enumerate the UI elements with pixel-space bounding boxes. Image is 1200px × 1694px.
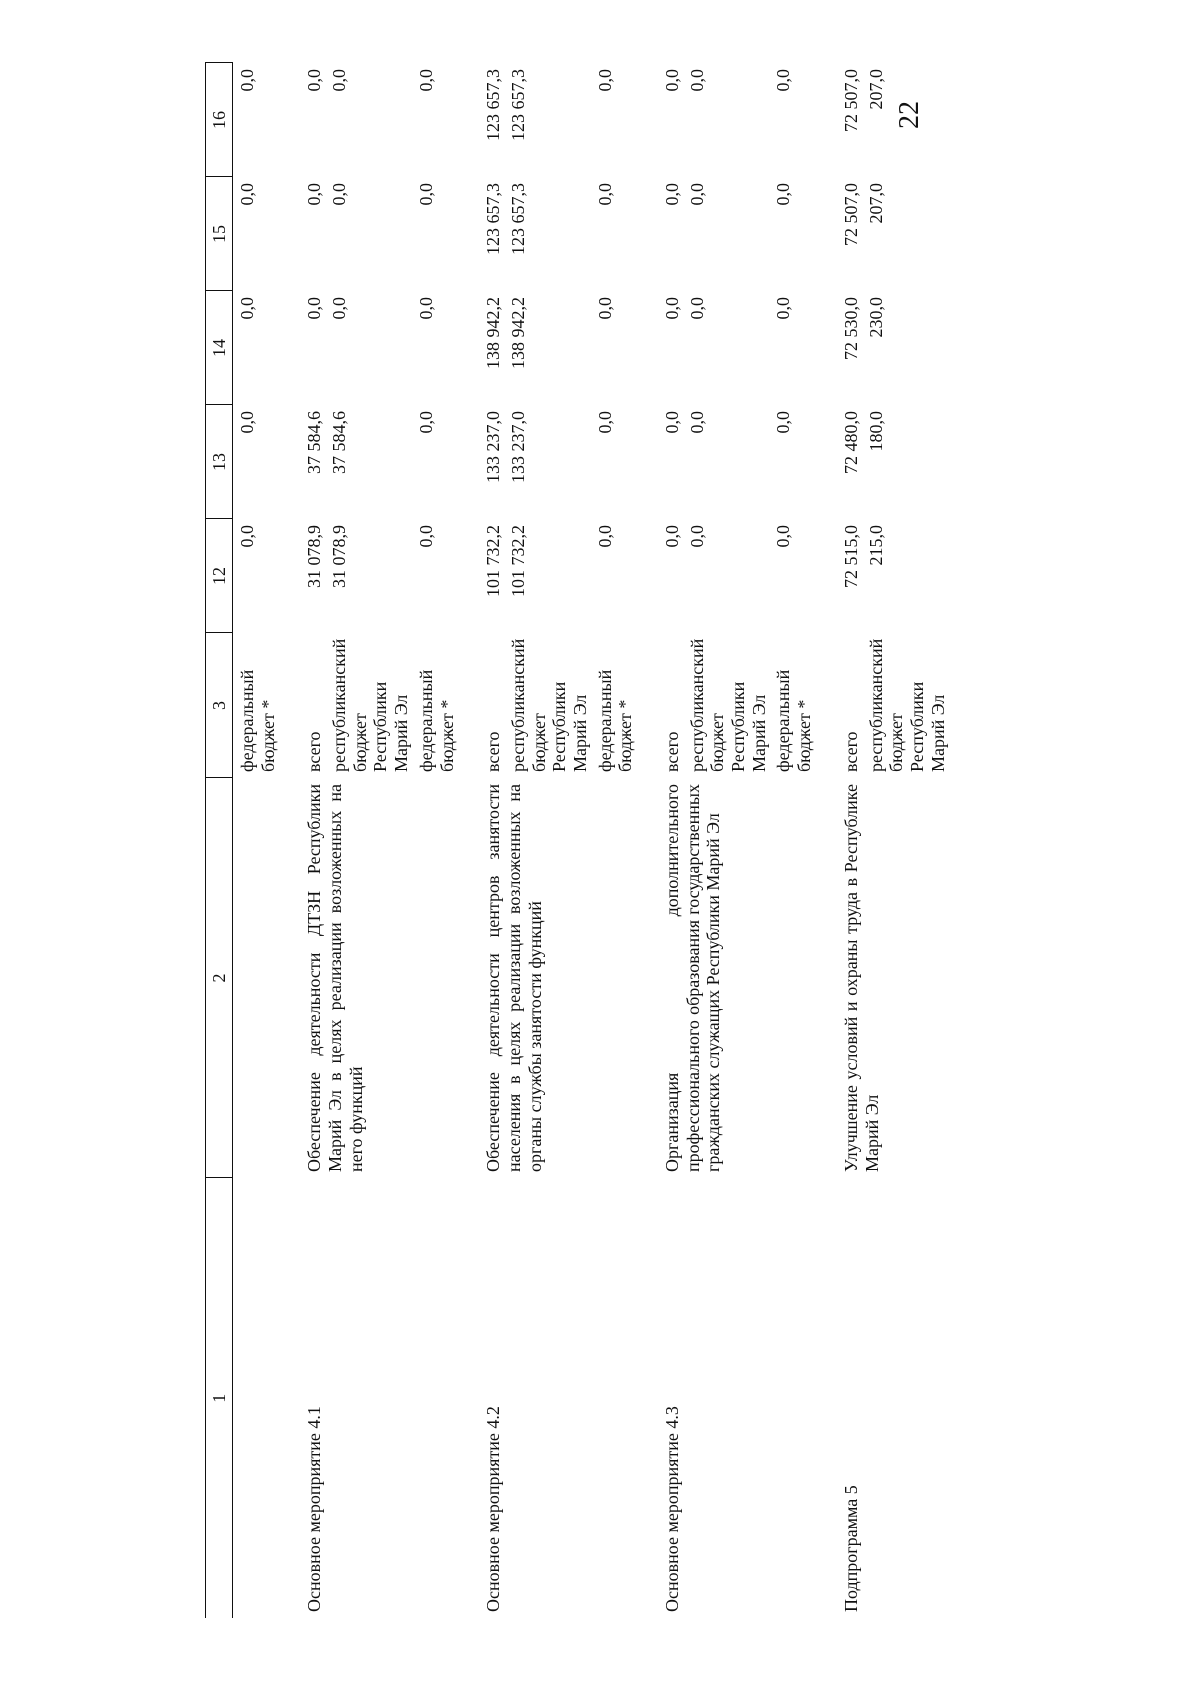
value-col-12: 31 078,9 — [304, 525, 325, 588]
header-col-16: 16 — [206, 63, 233, 177]
group-name — [233, 1178, 279, 1618]
value-col-13: 0,0 — [773, 411, 794, 434]
value-col-12: 0,0 — [662, 525, 682, 548]
value-col-14: 230,0 — [865, 297, 886, 338]
value-col-16: 0,0 — [329, 69, 350, 92]
value-col-16: 0,0 — [594, 69, 615, 92]
value-col-16: 72 507,0 — [840, 69, 861, 132]
header-col-14: 14 — [206, 291, 233, 405]
page-number: 22 — [894, 101, 925, 129]
value-col-14: 0,0 — [237, 297, 257, 320]
funding-source: федеральный бюджет * — [773, 669, 815, 772]
value-col-14: 0,0 — [662, 297, 682, 320]
header-row — [206, 63, 233, 1618]
value-col-13: 133 237,0 — [507, 411, 528, 483]
value-col-15: 0,0 — [773, 183, 794, 206]
funding-source: федеральный бюджет * — [415, 669, 457, 772]
group-name: Основное мероприятие 4.1 — [304, 1406, 325, 1612]
value-col-16: 0,0 — [773, 69, 794, 92]
value-col-12: 0,0 — [237, 525, 257, 548]
table-row — [815, 63, 862, 1618]
value-col-12: 101 732,2 — [507, 525, 528, 597]
value-col-13: 37 584,6 — [304, 411, 325, 474]
group-description: Обеспечение деятельности центров занятости населения в целях реализации возложенных на органы службы занятости функций — [483, 784, 545, 1172]
value-col-12: 0,0 — [773, 525, 794, 548]
value-col-13: 133 237,0 — [483, 411, 504, 483]
header-col-1: 1 — [206, 1178, 233, 1618]
funding-source: всего — [304, 731, 325, 772]
value-col-14: 138 942,2 — [507, 297, 528, 369]
value-col-16: 0,0 — [237, 69, 257, 92]
value-col-16: 0,0 — [304, 69, 325, 92]
value-col-13: 0,0 — [594, 411, 615, 434]
table-row — [457, 63, 504, 1618]
value-col-12: 31 078,9 — [329, 525, 350, 588]
budget-table — [205, 63, 948, 1619]
value-col-16: 0,0 — [415, 69, 436, 92]
header-col-2: 2 — [206, 778, 233, 1178]
value-col-12: 72 515,0 — [840, 525, 861, 588]
funding-source: республиканский бюджет Республики Марий Эл — [686, 638, 769, 772]
value-col-12: 0,0 — [415, 525, 436, 548]
funding-source: республиканский бюджет Республики Марий Эл — [507, 638, 590, 772]
value-col-15: 123 657,3 — [507, 183, 528, 255]
value-col-15: 0,0 — [415, 183, 436, 206]
header-col-13: 13 — [206, 405, 233, 519]
funding-source: федеральный бюджет * — [594, 669, 636, 772]
table-row — [278, 63, 325, 1618]
value-col-15: 0,0 — [594, 183, 615, 206]
value-col-14: 0,0 — [686, 297, 707, 320]
table-row — [636, 63, 683, 1618]
funding-source: республиканский бюджет Республики Марий Эл — [865, 638, 948, 772]
funding-source: всего — [840, 731, 861, 772]
value-col-14: 72 530,0 — [840, 297, 861, 360]
value-col-12: 101 732,2 — [483, 525, 504, 597]
group-description: Улучшение условий и охраны труда в Республике Марий Эл — [840, 784, 882, 1172]
funding-source: всего — [483, 731, 504, 772]
header-col-3: 3 — [206, 633, 233, 778]
value-col-16: 0,0 — [662, 69, 682, 92]
value-col-14: 0,0 — [594, 297, 615, 320]
value-col-14: 0,0 — [329, 297, 350, 320]
funding-source: федеральный бюджет * — [237, 669, 278, 772]
group-name: Подпрограмма 5 — [840, 1485, 861, 1612]
value-col-13: 0,0 — [415, 411, 436, 434]
header-col-12: 12 — [206, 519, 233, 633]
value-col-12: 215,0 — [865, 525, 886, 566]
value-col-14: 0,0 — [415, 297, 436, 320]
value-col-13: 0,0 — [686, 411, 707, 434]
value-col-16: 123 657,3 — [483, 69, 504, 141]
value-col-15: 0,0 — [686, 183, 707, 206]
group-description: Обеспечение деятельности ДТЗН Республики Марий Эл в целях реализации возложенных на него функций — [304, 784, 366, 1172]
funding-source: всего — [662, 731, 682, 772]
group-name: Основное мероприятие 4.3 — [662, 1406, 682, 1612]
group-name: Основное мероприятие 4.2 — [483, 1406, 504, 1612]
rotated-table-container — [205, 63, 1005, 1618]
value-col-15: 0,0 — [662, 183, 682, 206]
value-col-13: 37 584,6 — [329, 411, 350, 474]
value-col-16: 207,0 — [865, 69, 886, 110]
value-col-14: 0,0 — [304, 297, 325, 320]
value-col-15: 123 657,3 — [483, 183, 504, 255]
value-col-16: 123 657,3 — [507, 69, 528, 141]
table-row — [233, 63, 279, 1618]
value-col-15: 0,0 — [329, 183, 350, 206]
group-description — [233, 778, 279, 1178]
value-col-13: 0,0 — [662, 411, 682, 434]
funding-source: республиканский бюджет Республики Марий Эл — [329, 638, 412, 772]
value-col-13: 180,0 — [865, 411, 886, 452]
group-description: Организация дополнительного профессионального образования государственных гражданских служащих Республики Марий Эл — [662, 784, 724, 1172]
value-col-16: 0,0 — [686, 69, 707, 92]
value-col-15: 72 507,0 — [840, 183, 861, 246]
value-col-14: 0,0 — [773, 297, 794, 320]
value-col-13: 72 480,0 — [840, 411, 861, 474]
value-col-12: 0,0 — [686, 525, 707, 548]
value-col-13: 0,0 — [237, 411, 257, 434]
value-col-15: 0,0 — [237, 183, 257, 206]
value-col-15: 207,0 — [865, 183, 886, 224]
value-col-12: 0,0 — [594, 525, 615, 548]
value-col-14: 138 942,2 — [483, 297, 504, 369]
value-col-15: 0,0 — [304, 183, 325, 206]
header-col-15: 15 — [206, 177, 233, 291]
